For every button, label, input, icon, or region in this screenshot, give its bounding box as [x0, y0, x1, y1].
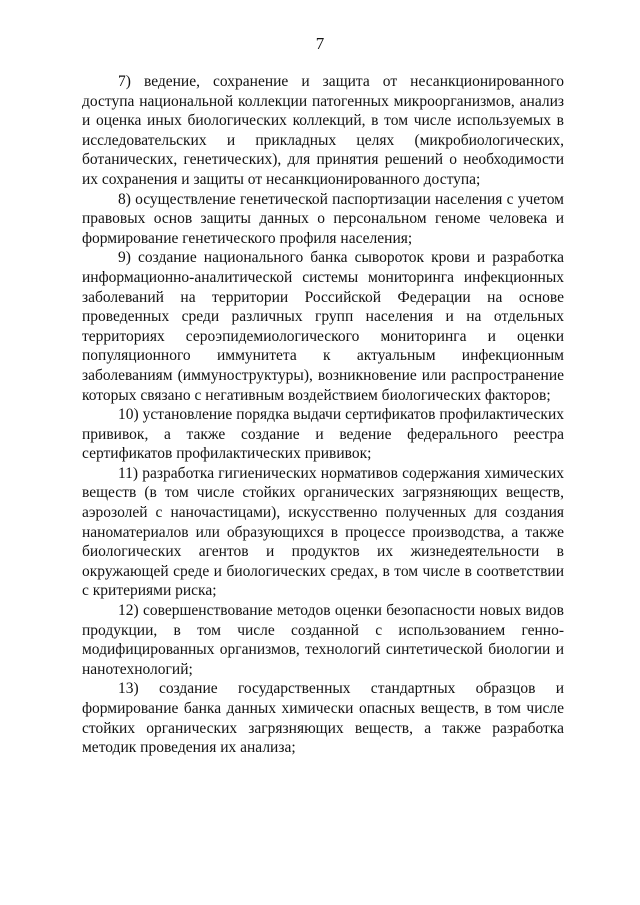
list-item-10: 10) установление порядка выдачи сертификатов профилактических прививок, а также создание и ведение федерального реестра сертификатов профилактических прививок;	[82, 406, 564, 463]
list-item-13: 13) создание государственных стандартных образцов и формирование банка данных химически опасных веществ, в том числе стойких органических загрязняющих веществ, а также разработка методик проведения их анализа;	[82, 680, 564, 757]
list-item-8: 8) осуществление генетической паспортизации населения с учетом правовых основ защиты данных о персональном геноме человека и формирование генетического профиля населения;	[82, 190, 564, 247]
list-item-12: 12) совершенствование методов оценки безопасности новых видов продукции, в том числе созданной с использованием генно-модифицированных организмов, технологий синтетической биологии и нанотехнологий;	[82, 602, 564, 678]
list-item-7: 7) ведение, сохранение и защита от несанкционированного доступа национальной коллекции патогенных микроорганизмов, анализ и оценка иных биологических коллекций, в том числе используемых в исследовательских и прикладных целях (микробиологических, ботанических, генетических), для принятия решений о необходимости их сохранения и защиты от несанкционированного доступа;	[82, 73, 564, 188]
list-item-11: 11) разработка гигиенических нормативов содержания химических веществ (в том числе стойких органических загрязняющих веществ, аэрозолей с наночастицами), искусственно полученных для создания наноматериалов или образующихся в процессе производства, а также биологических агентов и продуктов их жизнедеятельности в окружающей среде и биологических средах, в том числе в соответствии с критериями риска;	[82, 464, 564, 600]
document-body	[82, 72, 564, 758]
list-item-9: 9) создание национального банка сывороток крови и разработка информационно-аналитической системы мониторинга инфекционных заболеваний на территории Российской Федерации на основе проведенных среди различных групп населения и на отдельных территориях сероэпидемиологического мониторинга и оценки популяционного иммунитета к актуальным инфекционным заболеваниям (иммуноструктуры), возникновение или распространение которых связано с негативным воздействием биологических факторов;	[82, 249, 564, 404]
page-number: 7	[315, 34, 325, 53]
